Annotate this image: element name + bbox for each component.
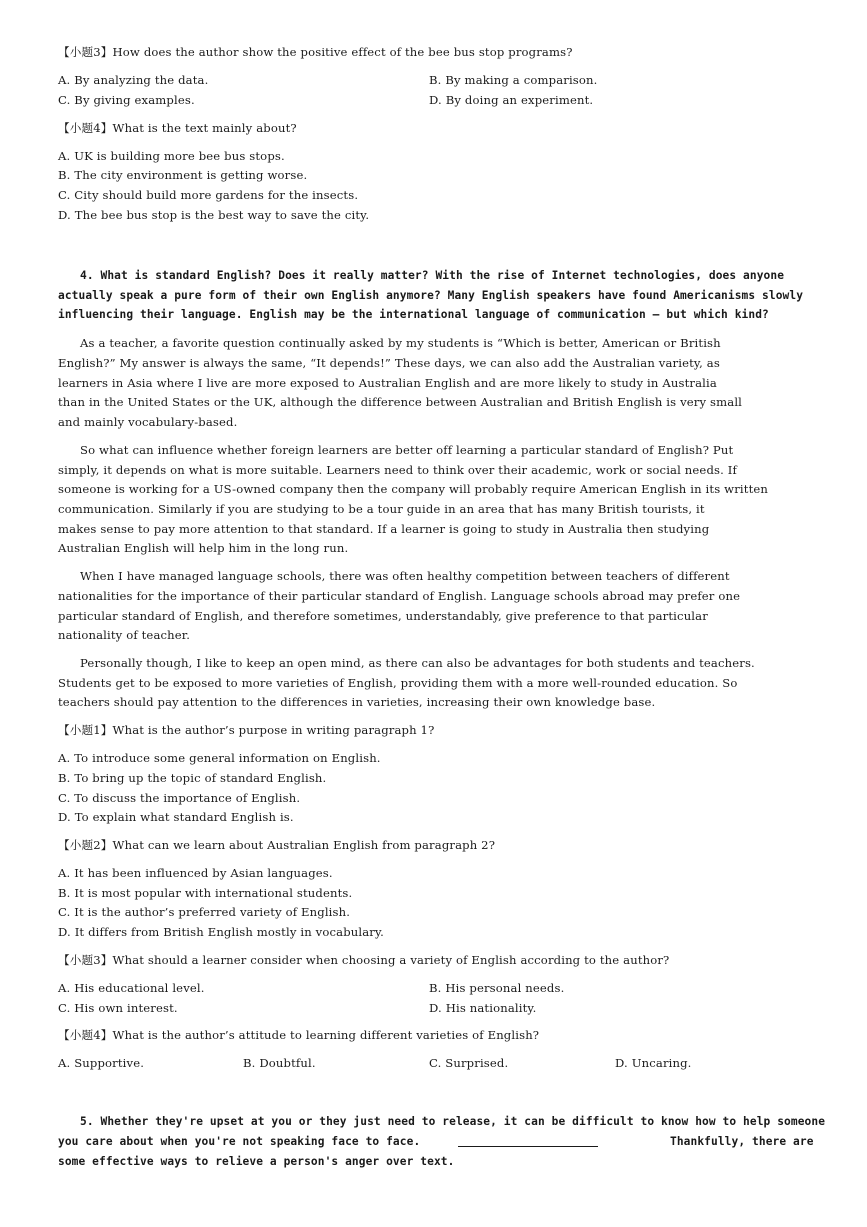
option-a: A. To introduce some general information on English.: [58, 751, 381, 765]
option-b: B. To bring up the topic of standard English.: [58, 771, 327, 785]
paragraph-2: Australian English will help him in the long run.: [58, 541, 349, 555]
passage-4-intro: 4. What is standard English? Does it really matter? With the rise of Internet technologies, does anyone: [80, 269, 785, 282]
question-1-stem: 【小题1】What is the author’s purpose in writing paragraph 1?: [58, 723, 435, 737]
option-b: B. His personal needs.: [429, 981, 565, 995]
option-d: D. The bee bus stop is the best way to save the city.: [58, 208, 370, 222]
option-d: D. It differs from British English mostly in vocabulary.: [58, 925, 384, 939]
option-a: A. It has been influenced by Asian languages.: [58, 866, 333, 880]
option-c: C. To discuss the importance of English.: [58, 791, 301, 805]
question-4-stem: 【小题4】What is the author’s attitude to learning different varieties of English?: [58, 1028, 540, 1042]
paragraph-2: So what can influence whether foreign learners are better off learning a particular standard of English? Put: [80, 443, 734, 457]
paragraph-3: nationalities for the importance of their particular standard of English. Language schools abroad may prefer one: [58, 589, 741, 603]
option-b: B. It is most popular with international students.: [58, 886, 353, 900]
passage-5-text: you care about when you're not speaking face to face. Thankfully, there are: [58, 1135, 814, 1148]
option-d: D. To explain what standard English is.: [58, 810, 294, 824]
option-c: C. Surprised.: [429, 1056, 509, 1070]
paragraph-2: makes sense to pay more attention to that standard. If a learner is going to study in Australia then studying: [58, 522, 710, 536]
paragraph-1: than in the United States or the UK, although the difference between Australian and British English is very small: [58, 395, 743, 409]
question-3-stem: 【小题3】How does the author show the positive effect of the bee bus stop programs?: [58, 45, 573, 59]
option-d: D. By doing an experiment.: [429, 93, 594, 107]
paragraph-1: learners in Asia where I live are more exposed to Australian English and are more likely to study in Australia: [58, 376, 717, 390]
question-3-stem: 【小题3】What should a learner consider when choosing a variety of English according to the author?: [58, 953, 670, 967]
answer-blank[interactable]: [458, 1135, 598, 1147]
paragraph-1: As a teacher, a favorite question continually asked by my students is “Which is better, American or British: [80, 336, 721, 350]
passage-4-intro: actually speak a pure form of their own English anymore? Many English speakers have found Americanisms slowly: [58, 289, 804, 302]
passage-4-intro: influencing their language. English may be the international language of communication — but which kind?: [58, 308, 769, 321]
paragraph-2: communication. Similarly if you are studying to be a tour guide in an area that has many British tourists, it: [58, 502, 705, 516]
option-c: C. City should build more gardens for the insects.: [58, 188, 359, 202]
option-b: B. Doubtful.: [243, 1056, 316, 1070]
paragraph-3: particular standard of English, and therefore sometimes, understandably, give preference to that particular: [58, 609, 708, 623]
question-4-stem: 【小题4】What is the text mainly about?: [58, 121, 297, 135]
option-c: C. By giving examples.: [58, 93, 195, 107]
option-a: A. Supportive.: [58, 1056, 145, 1070]
question-2-stem: 【小题2】What can we learn about Australian English from paragraph 2?: [58, 838, 496, 852]
option-a: A. His educational level.: [58, 981, 205, 995]
paragraph-2: simply, it depends on what is more suitable. Learners need to think over their academic, work or social needs. If: [58, 463, 737, 477]
paragraph-3: When I have managed language schools, there was often healthy competition between teachers of different: [80, 569, 730, 583]
option-b: B. By making a comparison.: [429, 73, 598, 87]
option-a: A. UK is building more bee bus stops.: [58, 149, 285, 163]
paragraph-3: nationality of teacher.: [58, 628, 191, 642]
paragraph-4: Students get to be exposed to more varieties of English, providing them with a more well-rounded education. So: [58, 676, 738, 690]
paragraph-1: English?” My answer is always the same, “It depends!” These days, we can also add the Australian variety, as: [58, 356, 720, 370]
option-a: A. By analyzing the data.: [58, 73, 209, 87]
option-d: D. His nationality.: [429, 1001, 537, 1015]
option-c: C. It is the author’s preferred variety of English.: [58, 905, 351, 919]
paragraph-2: someone is working for a US-owned company then the company will probably require American English in its written: [58, 482, 769, 496]
paragraph-4: teachers should pay attention to the differences in varieties, increasing their own knowledge base.: [58, 695, 656, 709]
option-b: B. The city environment is getting worse.: [58, 168, 308, 182]
paragraph-4: Personally though, I like to keep an open mind, as there can also be advantages for both students and teachers.: [80, 656, 755, 670]
paragraph-1: and mainly vocabulary-based.: [58, 415, 238, 429]
passage-5-text: some effective ways to relieve a person's anger over text.: [58, 1155, 455, 1168]
passage-5-text: 5. Whether they're upset at you or they just need to release, it can be difficult to know how to help someone: [80, 1115, 826, 1128]
option-c: C. His own interest.: [58, 1001, 178, 1015]
option-d: D. Uncaring.: [615, 1056, 692, 1070]
